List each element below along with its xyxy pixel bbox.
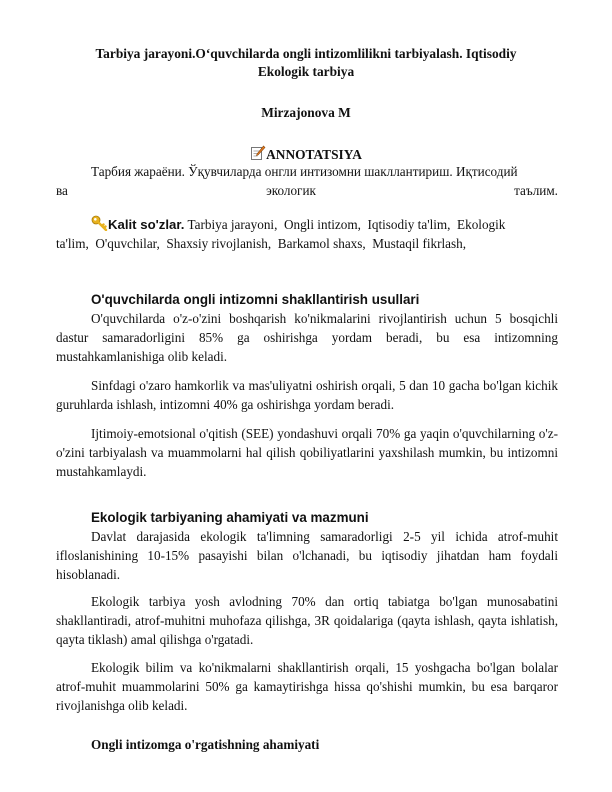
paragraph: Ekologik tarbiya yosh avlodning 70% dan ortiq tabiatga bo'lgan munosabatini shakllantiradi, atrof-muhitni muhofaza qilishga, 3R qoidalariga (qayta ishlash, qayta ishlatish, qayta tiklash) amal qilishga o'rgatadi. <box>56 594 558 647</box>
annotation-word: ва <box>56 183 68 198</box>
annotation-heading-text: ANNOTATSIYA <box>266 147 362 162</box>
section-heading-conscious-discipline: Ongli intizomga o'rgatishning ahamiyati <box>91 737 320 752</box>
annotation-line-2 <box>56 181 558 200</box>
paper-title-line-2: Ekologik tarbiya <box>257 64 355 79</box>
section-heading-ecological-education: Ekologik tarbiyaning ahamiyati va mazmuni <box>91 510 369 525</box>
paragraph: Ekologik bilim va ko'nikmalarni shakllantirish orqali, 15 yoshgacha bo'lgan bolalar atrof-muhit muammolarini 50% ga kamaytirishga hissa qo'shishi mumkin, bu esa barqaror rivojlanishga olib keladi. <box>56 660 558 713</box>
paragraph: O'quvchilarda o'z-o'zini boshqarish ko'nikmalarini rivojlantirish uchun 5 bosqichli dastur samaradorligini 85% ga oshirishga yordam beradi, bu esa intizomning mustahkamlanishiga olib keladi. <box>56 311 558 364</box>
annotation-line-1: Тарбия жараёни. Ўқувчиларда онгли интизомни шакллантириш. Иқтисодий <box>91 164 518 179</box>
keywords-line-1 <box>91 215 558 236</box>
keywords-label: Kalit so'zlar. <box>108 217 185 232</box>
keywords-line-2: ta'lim, O'quvchilar, Shaxsiy rivojlanish, Barkamol shaxs, Mustaqil fikrlash, <box>56 236 467 251</box>
paragraph: Davlat darajasida ekologik ta'limning samaradorligi 2-5 yil ichida atrof-muhit ifloslanishining 10-15% pasayishi bilan o'lchanadi, bu iqtisodiy jihatdan ham foydali hisoblanadi. <box>56 529 558 582</box>
paragraph: Sinfdagi o'zaro hamkorlik va mas'uliyatni oshirish orqali, 5 dan 10 gacha bo'lgan kichik guruhlarda ishlash, intizomni 40% ga oshirishga yordam beradi. <box>56 378 558 412</box>
paper-title-line-1: Tarbiya jarayoni.O‘quvchilarda ongli intizomlilikni tarbiyalash. Iqtisodiy <box>95 46 517 61</box>
author-name: Mirzajonova M <box>261 105 351 120</box>
paragraph: Ijtimoiy-emotsional o'qitish (SEE) yondashuvi orqali 70% ga yaqin o'quvchilarning o'z-o'zini tarbiyalash va muammolarni hal qilish qobiliyatlarini yaxshilash mumkin, bu intizomni mustahkamlaydi. <box>56 426 558 479</box>
keywords-text-1: Tarbiya jarayoni, Ongli intizom, Iqtisodiy ta'lim, Ekologik <box>184 217 506 232</box>
annotation-word: таълим. <box>514 183 558 198</box>
section-heading-discipline-methods: O'quvchilarda ongli intizomni shakllantirish usullari <box>91 292 420 307</box>
annotation-word: экологик <box>266 183 316 198</box>
key-icon <box>91 215 108 236</box>
